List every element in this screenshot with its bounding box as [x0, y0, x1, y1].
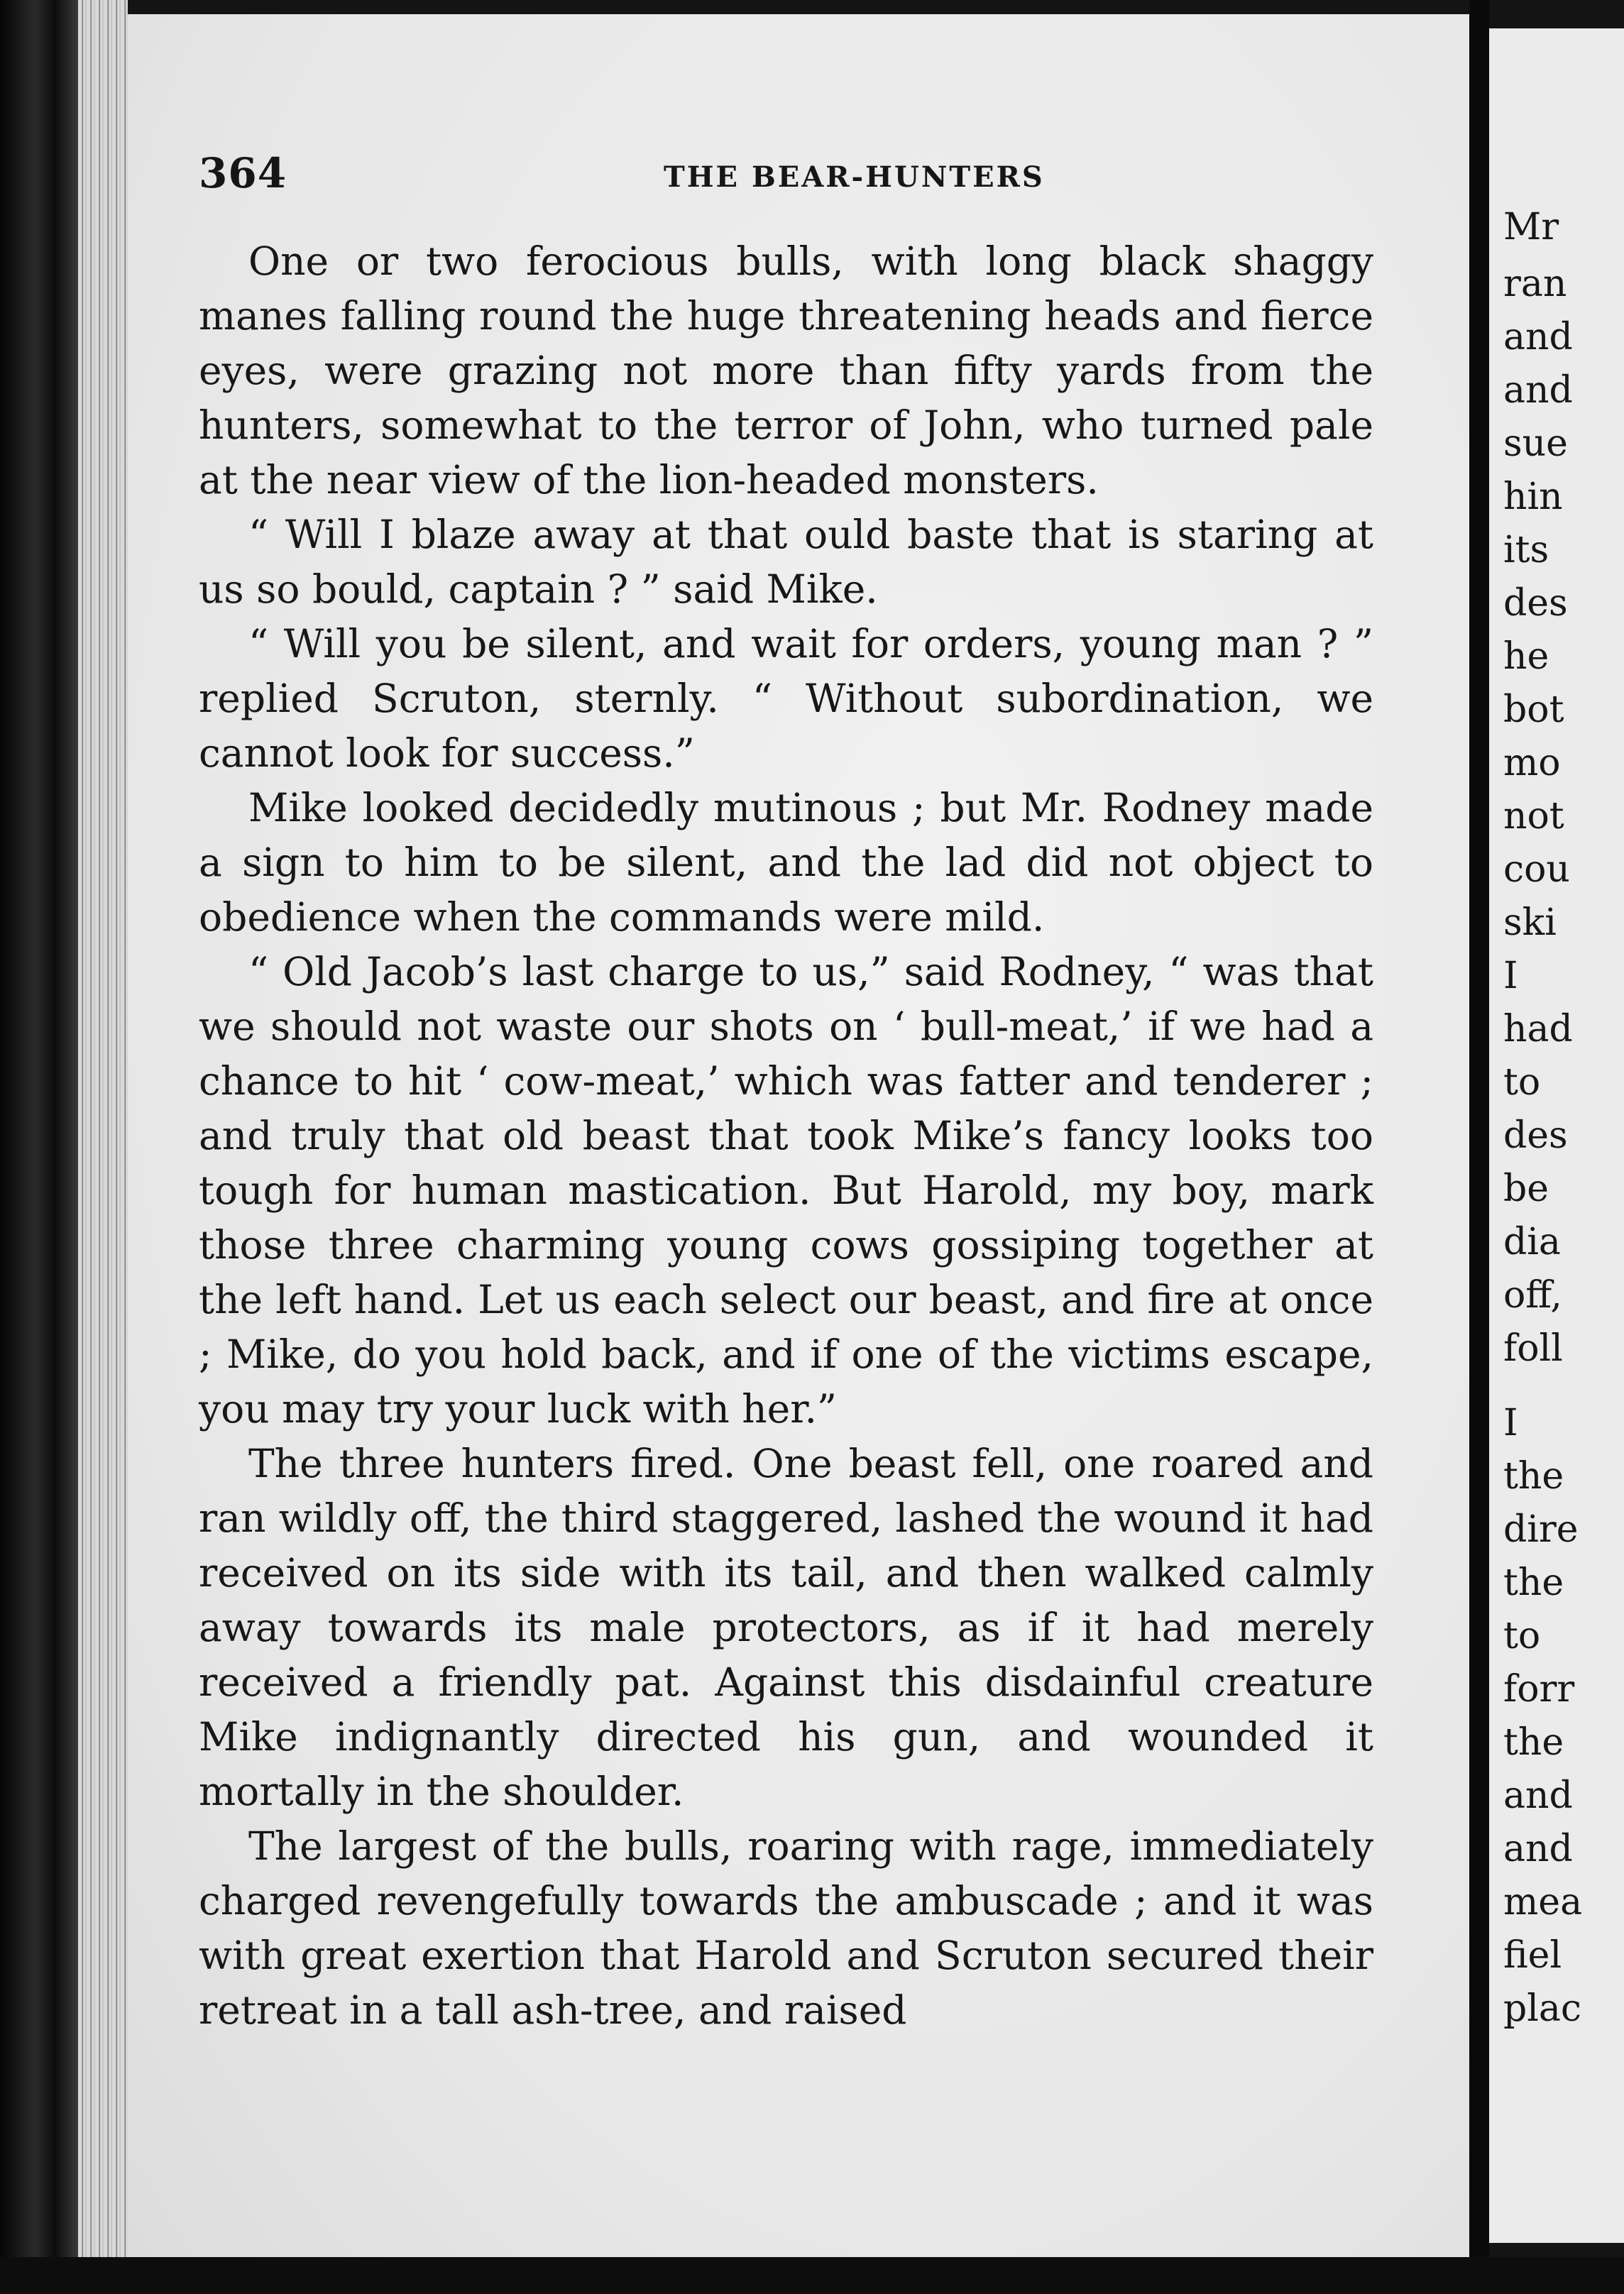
- facing-page-fragment: its: [1503, 529, 1549, 571]
- facing-page-fragment: and: [1503, 369, 1573, 412]
- facing-page-fragment: the: [1503, 1562, 1564, 1604]
- facing-page-fragment: hin: [1503, 476, 1563, 518]
- facing-page-fragment: and: [1503, 1828, 1573, 1870]
- facing-page-fragment: des: [1503, 1114, 1568, 1157]
- page-gutter: [1469, 0, 1489, 2294]
- facing-page-fragment: to: [1503, 1061, 1541, 1104]
- facing-page-fragment: plac: [1503, 1987, 1582, 2030]
- facing-page-fragment: foll: [1503, 1327, 1563, 1370]
- facing-page-fragment: fiel: [1503, 1934, 1562, 1977]
- facing-page-fragment: to: [1503, 1615, 1541, 1657]
- facing-page-fragment: not: [1503, 795, 1564, 838]
- paragraph: “ Old Jacob’s last charge to us,” said Rodney, “ was that we should not waste our shots on ‘ bull-meat,’ if we had a chance to hit ‘ cow-meat,’ which was fatter and tenderer ; and truly that old beast that took Mike’s fancy looks too tough for human mastication. But Harold, my boy, mark those three charming young cows gossiping together at the left hand. Let us each select our beast, and fire at once ; Mike, do you hold back, and if one of the victims escape, you may try your luck with her.”: [199, 949, 1373, 1432]
- running-title: THE BEAR-HUNTERS: [664, 160, 1045, 194]
- facing-page-fragment: ski: [1503, 901, 1557, 944]
- facing-page-fragment: and: [1503, 316, 1573, 358]
- page-number: 364: [199, 149, 287, 197]
- facing-page-fragment: sue: [1503, 422, 1568, 465]
- facing-page-fragment: off,: [1503, 1274, 1562, 1317]
- facing-page-fragment: I: [1503, 1402, 1518, 1444]
- facing-page-fragment: Mr: [1503, 206, 1559, 248]
- paragraph: One or two ferocious bulls, with long black shaggy manes falling round the huge threatening heads and fierce eyes, were grazing not more than fifty yards from the hunters, somewhat to the terror of John, who turned pale at the near view of the lion-headed monsters.: [199, 238, 1373, 503]
- facing-page-fragment: the: [1503, 1721, 1564, 1764]
- facing-page-fragment: he: [1503, 635, 1549, 678]
- facing-page-fragment: had: [1503, 1008, 1573, 1050]
- paragraph: Mike looked decidedly mutinous ; but Mr. Rodney made a sign to him to be silent, and the lad did not object to obedience when the commands were mild.: [199, 785, 1373, 940]
- facing-page-fragment: forr: [1503, 1668, 1575, 1711]
- facing-page-fragment: I: [1503, 955, 1518, 997]
- facing-page-fragment: and: [1503, 1774, 1573, 1817]
- running-header: [199, 149, 1377, 206]
- book-binding: [0, 0, 78, 2294]
- paragraph: “ Will you be silent, and wait for orders, young man ? ” replied Scruton, sternly. “ Without subordination, we cannot look for success.”: [199, 621, 1373, 776]
- paragraph: The largest of the bulls, roaring with rage, immediately charged revengefully towards the ambuscade ; and it was with great exertion that Harold and Scruton secured their retreat in a tall ash-tree, and raised: [199, 1823, 1373, 2033]
- facing-page-fragment: be: [1503, 1168, 1549, 1210]
- page-edges: [78, 0, 128, 2294]
- facing-page-fragment: mo: [1503, 742, 1561, 784]
- facing-page-fragment: dire: [1503, 1508, 1579, 1551]
- facing-page: [1489, 28, 1624, 2243]
- scan-bottom-edge: [0, 2257, 1624, 2294]
- paragraph: “ Will I blaze away at that ould baste that is staring at us so bould, captain ? ” said Mike.: [199, 512, 1373, 612]
- facing-page-fragment: bot: [1503, 688, 1564, 731]
- facing-page-fragment: ran: [1503, 263, 1567, 305]
- facing-page-fragment: cou: [1503, 848, 1570, 891]
- body-text: [199, 234, 1373, 2038]
- facing-page-fragment: des: [1503, 582, 1568, 625]
- facing-page-fragment: dia: [1503, 1221, 1561, 1263]
- paragraph: The three hunters fired. One beast fell, one roared and ran wildly off, the third staggered, lashed the wound it had received on its side with its tail, and then walked calmly away towards its male protectors, as if it had merely received a friendly pat. Against this disdainful creature Mike indignantly directed his gun, and wounded it mortally in the shoulder.: [199, 1441, 1373, 1814]
- facing-page-fragment: mea: [1503, 1881, 1583, 1923]
- facing-page-fragment: the: [1503, 1455, 1564, 1498]
